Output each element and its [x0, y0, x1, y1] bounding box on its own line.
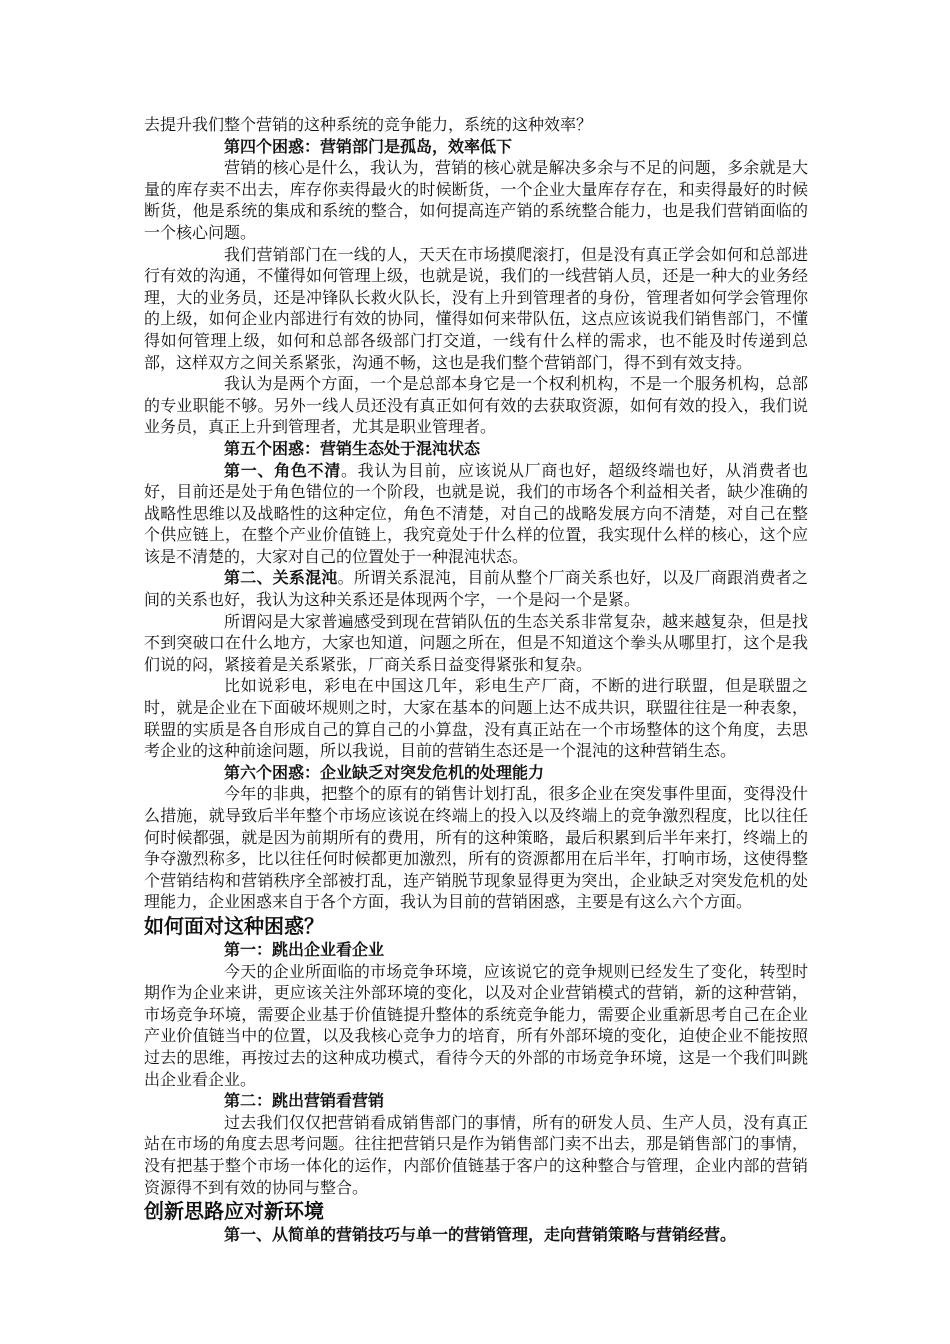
paragraph-5a: [144, 460, 808, 568]
paragraph-5b-text: 。所谓关系混沌，目前从整个厂商关系也好，以及厂商跟消费者之间的关系也好，我认为这种关系还是体现两个字，一个是闷一个是紧。: [144, 568, 808, 610]
section-heading-6: 第六个困惑：企业缺乏对突发危机的处理能力: [224, 762, 545, 782]
heading-how-to-face: 如何面对这种困惑？: [144, 913, 324, 938]
paragraph-5a-lead: 第一、角色不清: [224, 460, 341, 480]
paragraph-face-2: 过去我们仅仅把营销看成销售部门的事情，所有的研发人员、生产人员，没有真正站在市场的角度去思考问题。往往把营销只是作为销售部门卖不出去，那是销售部门的事情，没有把基于整个市场一体化的运作，内部价值链基于客户的这种整合与管理，企业内部的营销资源得不到有效的协同与整合。: [144, 1112, 808, 1197]
paragraph-6a: 今年的非典，把整个的原有的销售计划打乱，很多企业在突发事件里面，变得没什么措施，就导致后半年整个市场应该说在终端上的投入以及终端上的竞争激烈程度，比以往任何时候都强，就是因为前期所有的费用，所有的这种策略，最后积累到后半年来打，终端上的争夺激烈称多，比以往任何时候都更加激烈，所有的资源都用在后半年，打响市场，这使得整个营销结构和营销秩序全部被打乱，连产销脱节现象显得更为突出，企业缺乏对突发危机的处理能力，企业困惑来自于各个方面，我认为目前的营销困惑，主要是有这么六个方面。: [144, 784, 808, 912]
intro-paragraph: 去提升我们整个营销的这种系统的竞争能力，系统的这种效率？: [144, 115, 593, 134]
section-heading-5: 第五个困惑：营销生态处于混沌状态: [224, 438, 481, 458]
paragraph-4c: 我认为是两个方面，一个是总部本身它是一个权利机构，不是一个服务机构，总部的专业职能不够。另外一线人员还没有真正如何有效的去获取资源，如何有效的投入，我们说业务员，真正上升到管理者，尤其是职业管理者。: [144, 374, 808, 437]
paragraph-5d: 比如说彩电，彩电在中国这几年，彩电生产厂商，不断的进行联盟，但是联盟之时，就是企业在下面破坏规则之时，大家在基本的问题上达不成共识，联盟往往是一种表象，联盟的实质是各自形成自己的算自己的小算盘，没有真正站在一个市场整体的这个角度，去思考企业的这种前途问题，所以我说，目前的营销生态还是一个混沌的这种营销生态。: [144, 676, 808, 761]
paragraph-4b: 我们营销部门在一线的人，天天在市场摸爬滚打，但是没有真正学会如何和总部进行有效的沟通，不懂得如何管理上级，也就是说，我们的一线营销人员，还是一种大的业务经理，大的业务员，还是冲锋队长救火队长，没有上升到管理者的身份，管理者如何学会管理你的上级，如何企业内部进行有效的协同，懂得如何来带队伍，这点应该说我们销售部门，不懂得如何管理上级，如何和总部各级部门打交道，一线有什么样的需求，也不能及时传递到总部，这样双方之间关系紧张，沟通不畅，这也是我们整个营销部门，得不到有效支持。: [144, 244, 808, 372]
heading-innovation: 创新思路应对新环境: [144, 1199, 324, 1224]
paragraph-5b-lead: 第二、关系混沌: [224, 568, 338, 588]
paragraph-5b: [144, 567, 808, 610]
subheading-face-1: 第一：跳出企业看企业: [224, 939, 385, 959]
document-body: [144, 114, 808, 1246]
paragraph-5a-text: 。我认为目前，应该说从厂商也好，超级终端也好，从消费者也好，目前还是处于角色错位的一个阶段，也就是说，我们的市场各个利益相关者，缺少准确的战略性思维以及战略性的这种定位，角色不清楚，对自己的战略发展方向不清楚，对自己在整个供应链上，在整个产业价值链上，我究竟处于什么样的位置，我实现什么样的核心，这个应该是不清楚的，大家对自己的位置处于一种混沌状态。: [144, 460, 808, 566]
section-heading-4: 第四个困惑：营销部门是孤岛，效率低下: [224, 136, 513, 156]
paragraph-face-1: 今天的企业所面临的市场竞争环境，应该说它的竞争规则已经发生了变化，转型时期作为企业来讲，更应该关注外部环境的变化，以及对企业营销模式的营销，新的这种营销，市场竞争环境，需要企业基于价值链提升整体的系统竞争能力，需要企业重新思考自己在企业产业价值链当中的位置，以及我核心竞争力的培育，所有外部环境的变化，迫使企业不能按照过去的思维，再按过去的这种成功模式，看待今天的外部的市场竞争环境，这是一个我们叫跳出企业看企业。: [144, 961, 808, 1089]
paragraph-4a: 营销的核心是什么，我认为，营销的核心就是解决多余与不足的问题，多余就是大量的库存卖不出去，库存你卖得最火的时候断货，一个企业大量库存存在，和卖得最好的时候断货，他是系统的集成和系统的整合，如何提高连产销的系统整合能力，也是我们营销面临的一个核心问题。: [144, 158, 808, 242]
subheading-innovation-1: 第一、从简单的营销技巧与单一的营销管理，走向营销策略与营销经营。: [224, 1225, 737, 1245]
paragraph-5c: 所谓闷是大家普遍感受到现在营销队伍的生态关系非常复杂，越来越复杂，但是找不到突破口在什么地方，大家也知道，问题之所在，但是不知道这个拳头从哪里打，这个是我们说的闷，紧接着是关系紧张，厂商关系日益变得紧张和复杂。: [144, 611, 808, 674]
subheading-face-2: 第二：跳出营销看营销: [224, 1091, 385, 1111]
